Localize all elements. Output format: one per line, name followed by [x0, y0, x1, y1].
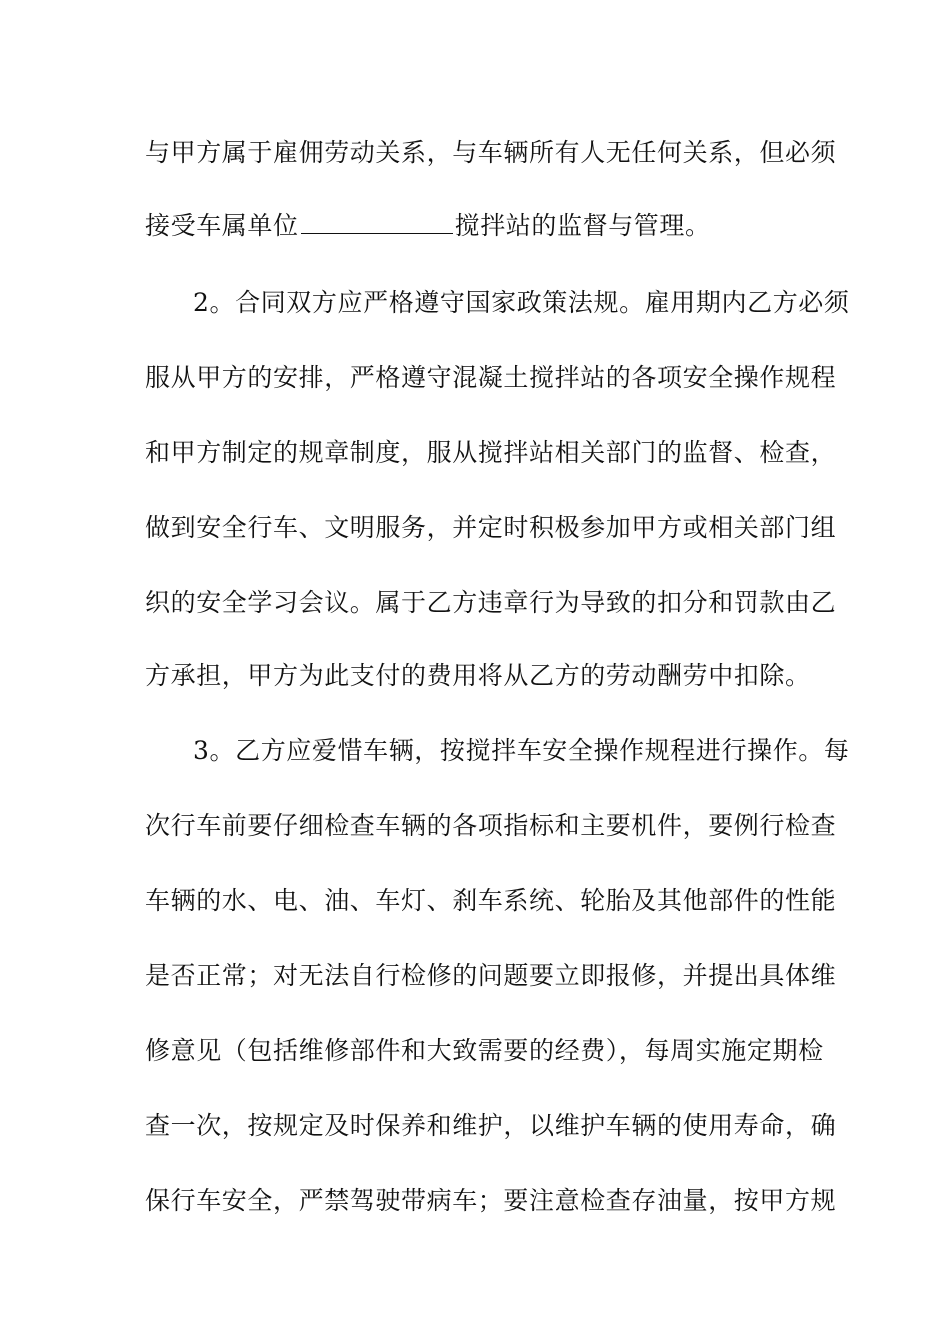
text-line: 是否正常；对无法自行检修的问题要立即报修，并提出具体维 — [145, 961, 837, 990]
text-line: 次行车前要仔细检查车辆的各项指标和主要机件，要例行检查 — [145, 811, 837, 840]
line-text-after-blank: 搅拌站的监督与管理。 — [454, 211, 711, 240]
text-line-with-blank — [145, 206, 815, 246]
line-text-before-blank: 接受车属单位 — [145, 211, 299, 240]
text-line: 方承担，甲方为此支付的费用将从乙方的劳动酬劳中扣除。 — [145, 661, 811, 690]
paragraph-2-start: 2。合同双方应严格遵守国家政策法规。雇用期内乙方必须 — [193, 288, 850, 317]
text-line: 车辆的水、电、油、车灯、刹车系统、轮胎及其他部件的性能 — [145, 886, 837, 915]
text-line: 与甲方属于雇佣劳动关系，与车辆所有人无任何关系，但必须 — [145, 138, 837, 167]
text-line: 做到安全行车、文明服务，并定时积极参加甲方或相关部门组 — [145, 513, 837, 542]
text-line: 和甲方制定的规章制度，服从搅拌站相关部门的监督、检查， — [145, 438, 837, 467]
text-line: 修意见（包括维修部件和大致需要的经费），每周实施定期检 — [145, 1036, 824, 1065]
text-line: 查一次，按规定及时保养和维护，以维护车辆的使用寿命，确 — [145, 1111, 837, 1140]
paragraph-3-start: 3。乙方应爱惜车辆，按搅拌车安全操作规程进行操作。每 — [193, 736, 850, 765]
text-line: 保行车安全，严禁驾驶带病车；要注意检查存油量，按甲方规 — [145, 1186, 837, 1215]
fill-in-blank — [301, 209, 453, 234]
text-line: 织的安全学习会议。属于乙方违章行为导致的扣分和罚款由乙 — [145, 588, 837, 617]
text-line: 服从甲方的安排，严格遵守混凝土搅拌站的各项安全操作规程 — [145, 363, 837, 392]
